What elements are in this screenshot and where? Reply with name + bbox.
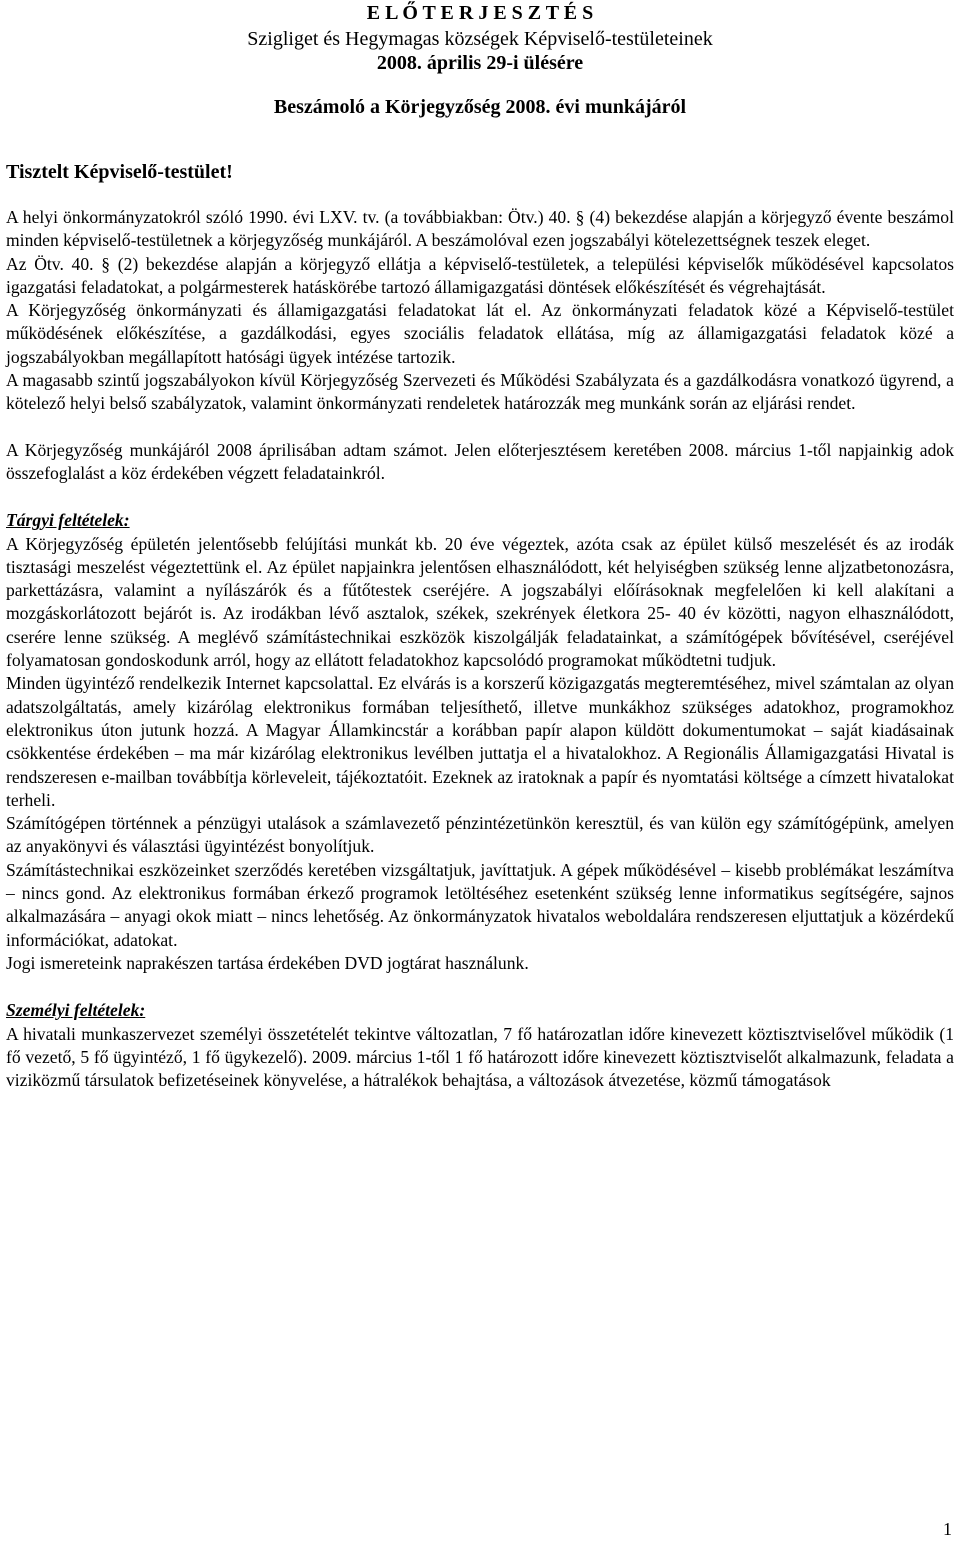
salutation: Tisztelt Képviselő-testület!: [6, 161, 233, 183]
paragraph: A Körjegyzőség épületén jelentősebb felújítási munkát kb. 20 éve végeztek, azóta csak az épület külső meszelését és az irodák tisztasági meszelést végeztettünk el. Az épület napjainkra jelentősen elhasználódott, két helyiségben szükség lenne aljzatbetonozásra, parkettázásra, valamint a nyílászárók és a fűtőtestek cseréjére. A jogszabályi előírásoknak megfelelően ki kell alakítani a mozgáskorlátozott bejárót is. Az irodákban lévő asztalok, székek, szekrények életkora 25- 40 év közötti, nagyon elhasználódott, cserére lenne szükség. A meglévő számítástechnikai eszközök kiszolgálják feladatainkat, a számítógépek bővítésével, cseréjével folyamatosan gondoskodunk arról, hogy az ellátott feladatokhoz kapcsolódó programokat működtetni tudjuk.: [6, 533, 954, 671]
section-heading-szemelyi: Személyi feltételek:: [6, 1000, 146, 1021]
document-title: E L Ő T E R J E S Z T É S: [366, 2, 594, 24]
paragraph: Számítástechnikai eszközeinket szerződés keretében vizsgáltatjuk, javíttatjuk. A gépek működésével – kisebb problémákat leszámítva – nincs gond. Az elektronikus formában érkező programok letöltéséhez esetenként szükség lenne informatikus segítségére, sajnos alkalmazására – anyagi okok miatt – nincs lehetőség. Az önkormányzatok hivatalos weboldalára rendszeresen eljuttatjuk a közérdekű információkat, adatokat.: [6, 859, 954, 950]
report-title: Beszámoló a Körjegyzőség 2008. évi munkájáról: [273, 96, 687, 118]
meeting-date: 2008. április 29-i ülésére: [376, 52, 584, 74]
document-subtitle: Szigliget és Hegymagas községek Képviselő-testületeinek: [247, 28, 713, 50]
paragraph: A Körjegyzőség munkájáról 2008 áprilisában adtam számot. Jelen előterjesztésem keretében 2008. március 1-től napjainkig adok összefoglalást a köz érdekében végzett feladatainkról.: [6, 439, 954, 483]
paragraph: Az Ötv. 40. § (2) bekezdése alapján a körjegyző ellátja a képviselő-testületek, a települési képviselők működésével kapcsolatos igazgatási feladatokat, a polgármesterek hatáskörébe tartozó államigazgatási döntések előkészítését és végrehajtását.: [6, 253, 954, 297]
page-number: 1: [943, 1519, 952, 1539]
section-heading-targyi: Tárgyi feltételek:: [6, 510, 130, 531]
paragraph: Jogi ismereteink naprakészen tartása érdekében DVD jogtárat használunk.: [6, 952, 529, 973]
paragraph: A Körjegyzőség önkormányzati és államigazgatási feladatokat lát el. Az önkormányzati feladatok közé a Képviselő-testület működésének előkészítése, a gazdálkodási, egyes szociális feladatok ellátása, míg az államigazgatási feladatok közé a jogszabályokban megállapított hatósági ügyek intézése tartozik.: [6, 300, 954, 367]
paragraph: A helyi önkormányzatokról szóló 1990. évi LXV. tv. (a továbbiakban: Ötv.) 40. § (4) bekezdése alapján a körjegyző évente beszámol minden képviselő-testületnek a körjegyzőség munkájáról. A beszámolóval ezen jogszabályi kötelezettségnek teszek eleget.: [6, 207, 954, 251]
paragraph: Minden ügyintéző rendelkezik Internet kapcsolattal. Ez elvárás is a korszerű közigazgatás megteremtéséhez, mivel számtalan az olyan adatszolgáltatás, amely kizárólag elektronikus formában teljesíthető, illetve munkákhoz szükséges adatokhoz, programokhoz elektronikus úton jutunk hozzá. A Magyar Államkincstár a korábban papír alapon küldött dokumentumokat – saját kiadásainak csökkentése érdekében – ma már kizárólag elektronikus levélben juttatja el a hivatalokhoz. A Regionális Államigazgatási Hivatal is rendszeresen e-mailban továbbítja körleveleit, tájékoztatóit. Ezeknek az iratoknak a papír és nyomtatási költsége a címzett hivatalokat terheli.: [6, 673, 954, 810]
document-body: [6, 206, 954, 1092]
paragraph: A magasabb szintű jogszabályokon kívül Körjegyzőség Szervezeti és Működési Szabályzata és a gazdálkodásra vonatkozó ügyrend, a kötelező helyi belső szabályzatok, valamint önkormányzati rendeletek határozzák meg munkánk során az eljárási rendet.: [6, 370, 954, 414]
paragraph: A hivatali munkaszervezet személyi összetételét tekintve változatlan, 7 fő határozatlan időre kinevezett köztisztviselővel működik (1 fő vezető, 5 fő ügyintéző, 1 fő ügykezelő). 2009. március 1-től 1 fő határozott időre kinevezett köztisztviselőt alkalmazunk, feladata a viziközmű társulatok befizetéseinek könyvelése, a hátralékok behajtása, a változások átvezetése, közmű támogatások: [6, 1023, 954, 1091]
paragraph: Számítógépen történnek a pénzügyi utalások a számlavezető pénzintézetünkön keresztül, és van külön egy számítógépünk, amelyen az anyakönyvi és választási ügyintézést bonyolítjuk.: [6, 813, 954, 857]
